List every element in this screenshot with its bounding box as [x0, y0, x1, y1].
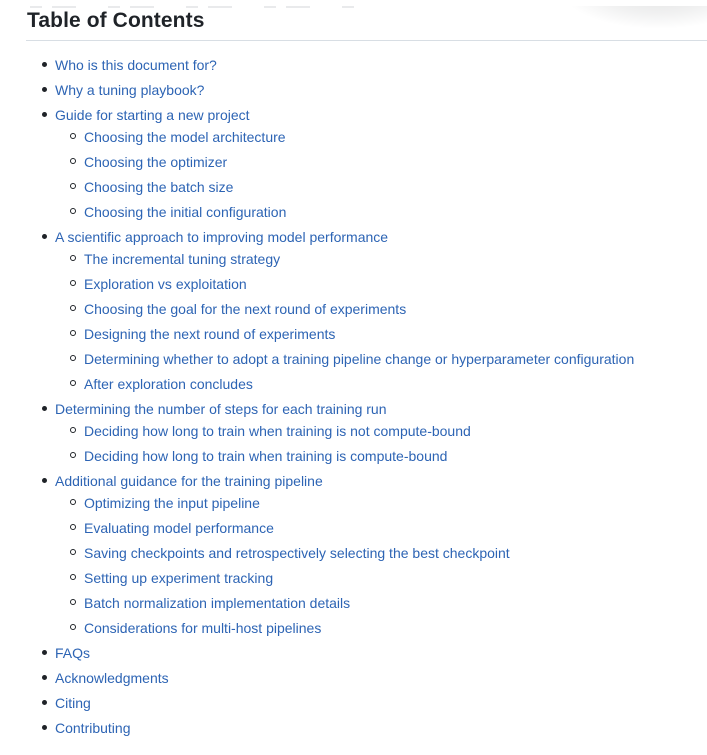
- cropped-text-remnant: [30, 6, 360, 8]
- toc-item: [84, 521, 707, 535]
- toc-link[interactable]: Saving checkpoints and retrospectively selecting the best checkpoint: [84, 545, 510, 561]
- toc-link[interactable]: Deciding how long to train when training is not compute-bound: [84, 423, 471, 439]
- toc-item: [84, 377, 707, 391]
- toc-item: [84, 327, 707, 341]
- toc-link[interactable]: Choosing the optimizer: [84, 154, 228, 170]
- toc-link[interactable]: After exploration concludes: [84, 376, 253, 392]
- toc-link[interactable]: Who is this document for?: [55, 57, 217, 73]
- toc-sublist: [55, 424, 707, 463]
- toc-link[interactable]: Choosing the goal for the next round of experiments: [84, 301, 407, 317]
- toc-item: [84, 252, 707, 266]
- toc-link[interactable]: Exploration vs exploitation: [84, 276, 247, 292]
- toc-item: [55, 696, 707, 710]
- toc-item: [84, 496, 707, 510]
- toc-link[interactable]: Considerations for multi-host pipelines: [84, 620, 322, 636]
- toc-item: [84, 205, 707, 219]
- toc-item: [84, 424, 707, 438]
- toc-item: [55, 402, 707, 463]
- toc-sublist: [55, 496, 707, 635]
- toc-link[interactable]: Additional guidance for the training pipeline: [55, 473, 323, 489]
- toc-item: [55, 230, 707, 391]
- toc-link[interactable]: Guide for starting a new project: [55, 107, 250, 123]
- toc-link[interactable]: Setting up experiment tracking: [84, 570, 274, 586]
- toc-item: [84, 621, 707, 635]
- toc-link[interactable]: Batch normalization implementation details: [84, 595, 351, 611]
- toc-item: [84, 571, 707, 585]
- toc-item: [84, 180, 707, 194]
- toc-item: [84, 277, 707, 291]
- toc-item: [84, 449, 707, 463]
- toc-link[interactable]: The incremental tuning strategy: [84, 251, 281, 267]
- document-page: [0, 6, 707, 735]
- toc-sublist: [55, 252, 707, 391]
- toc-item: [84, 352, 707, 366]
- toc-link[interactable]: Choosing the batch size: [84, 179, 234, 195]
- toc-item: [84, 546, 707, 560]
- toc-link[interactable]: Determining whether to adopt a training pipeline change or hyperparameter configuration: [84, 351, 635, 367]
- toc-link[interactable]: Optimizing the input pipeline: [84, 495, 260, 511]
- toc-item: [55, 721, 707, 735]
- heading-divider: [26, 40, 707, 41]
- toc-link[interactable]: Choosing the initial configuration: [84, 204, 287, 220]
- toc-item: [84, 596, 707, 610]
- toc-sublist: [55, 130, 707, 219]
- toc-item: [55, 83, 707, 97]
- toc-link[interactable]: Choosing the model architecture: [84, 129, 286, 145]
- toc-link[interactable]: Why a tuning playbook?: [55, 82, 205, 98]
- toc-item: [55, 646, 707, 660]
- toc-link[interactable]: FAQs: [55, 645, 91, 661]
- toc-item: [84, 155, 707, 169]
- toc-link[interactable]: Designing the next round of experiments: [84, 326, 336, 342]
- toc-item: [55, 58, 707, 72]
- page-title: Table of Contents: [27, 9, 205, 32]
- toc-item: [84, 130, 707, 144]
- toc-item: [84, 302, 707, 316]
- toc-list: [26, 58, 707, 735]
- toc-link[interactable]: Determining the number of steps for each training run: [55, 401, 387, 417]
- toc-link[interactable]: Citing: [55, 695, 91, 711]
- toc-item: [55, 474, 707, 635]
- toc-item: [55, 108, 707, 219]
- toc-link[interactable]: Contributing: [55, 720, 131, 736]
- toc-link[interactable]: Acknowledgments: [55, 670, 169, 686]
- toc-link[interactable]: A scientific approach to improving model performance: [55, 229, 389, 245]
- toc-link[interactable]: Deciding how long to train when training is compute-bound: [84, 448, 448, 464]
- toc-link[interactable]: Evaluating model performance: [84, 520, 274, 536]
- toc-item: [55, 671, 707, 685]
- table-of-contents: [26, 58, 707, 735]
